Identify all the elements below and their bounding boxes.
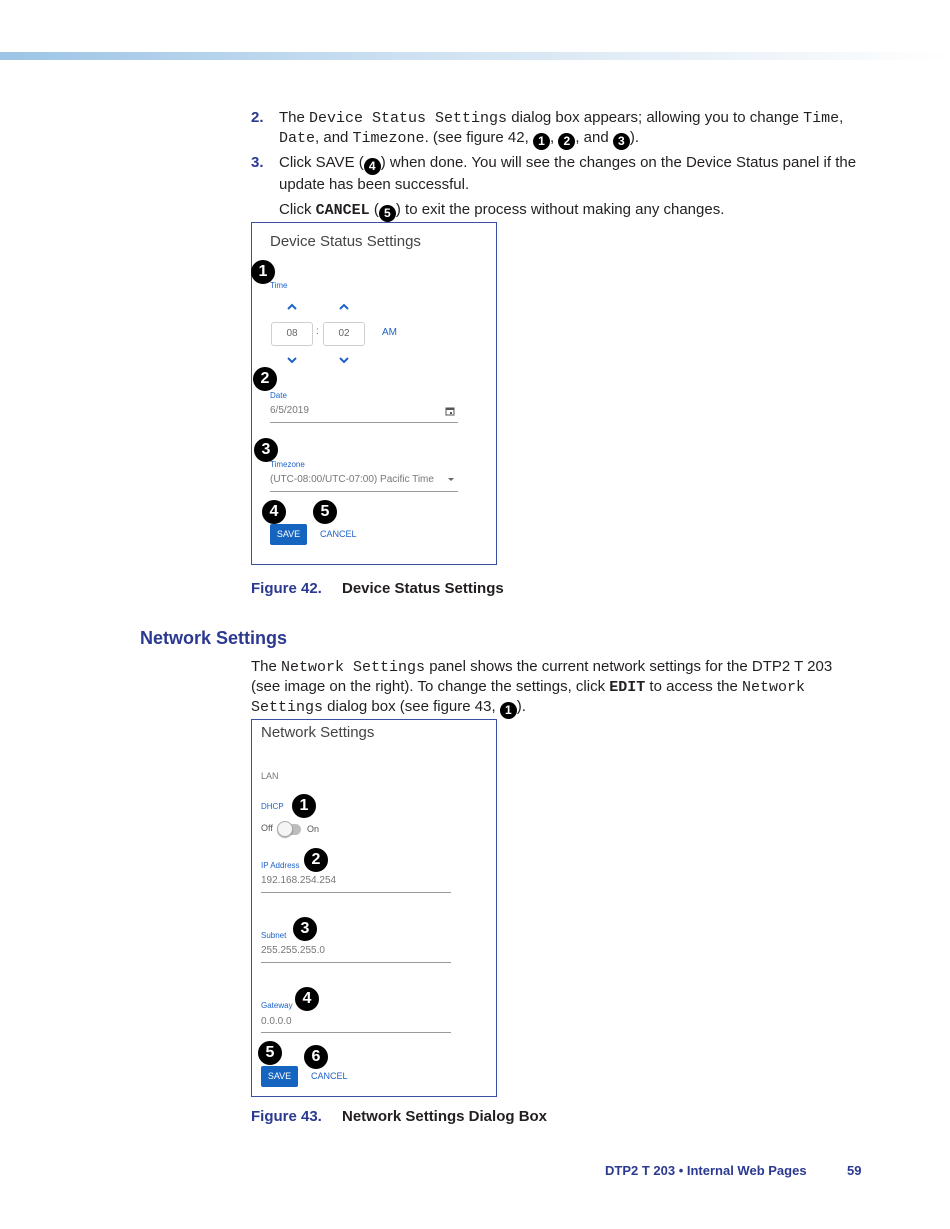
header-gradient-bar: [0, 52, 950, 60]
gateway-field[interactable]: 0.0.0.0: [261, 1016, 292, 1027]
text: ,: [839, 109, 844, 126]
callout-6: 6: [304, 1045, 328, 1069]
text: The: [251, 658, 282, 675]
text: The: [279, 109, 310, 126]
network-settings-dialog: [251, 719, 497, 1097]
ampm-toggle[interactable]: AM: [382, 327, 397, 338]
ip-address-field[interactable]: 192.168.254.254: [261, 875, 337, 886]
code-text: Date: [279, 130, 316, 147]
subnet-field[interactable]: 255.255.255.0: [261, 945, 325, 956]
lan-label: LAN: [261, 771, 279, 781]
text: to access the: [645, 678, 742, 695]
ip-underline: [261, 892, 451, 893]
figure-43-caption: [251, 1108, 548, 1125]
code-text: Time: [803, 110, 840, 127]
callout-1: 1: [533, 133, 550, 150]
step-3: [251, 153, 871, 219]
code-text: Device Status Settings: [309, 110, 508, 127]
footer-title: DTP2 T 203 • Internal Web Pages: [605, 1163, 807, 1178]
text: dialog box (see figure 43,: [323, 698, 500, 715]
page-number: 59: [847, 1163, 862, 1178]
text: , and: [315, 129, 353, 146]
time-separator: :: [316, 326, 319, 337]
chevron-up-icon[interactable]: [287, 303, 297, 311]
code-text: CANCEL: [315, 202, 370, 219]
text: dialog box appears; allowing you to change: [507, 109, 804, 126]
callout-5: 5: [379, 205, 396, 222]
callout-2: 2: [304, 848, 328, 872]
text: ) to exit the process without making any changes.: [395, 201, 725, 218]
callout-1: 1: [500, 702, 517, 719]
device-status-settings-dialog: [251, 222, 497, 565]
ip-address-label: IP Address: [261, 861, 300, 870]
text: . (see figure 42,: [424, 129, 533, 146]
text: ).: [516, 698, 526, 715]
section-heading: Network Settings: [140, 628, 288, 648]
dialog-title: Device Status Settings: [270, 233, 421, 250]
callout-5: 5: [258, 1041, 282, 1065]
gateway-label: Gateway: [261, 1001, 293, 1010]
callout-3: 3: [293, 917, 317, 941]
timezone-select[interactable]: (UTC-08:00/UTC-07:00) Pacific Time: [270, 474, 434, 485]
callout-4: 4: [364, 158, 381, 175]
cancel-button[interactable]: CANCEL: [320, 529, 357, 539]
callout-2: 2: [253, 367, 277, 391]
callout-5: 5: [313, 500, 337, 524]
network-paragraph: [251, 657, 861, 719]
figure-42-caption: [251, 580, 504, 597]
toggle-knob[interactable]: [277, 821, 293, 837]
chevron-down-icon[interactable]: [287, 356, 297, 364]
minute-input[interactable]: 02: [323, 322, 365, 346]
text: Click: [279, 201, 316, 218]
callout-3: 3: [613, 133, 630, 150]
code-text: Network Settings: [251, 679, 805, 716]
text: ).: [629, 129, 640, 146]
date-value[interactable]: 6/5/2019: [270, 405, 309, 416]
save-button[interactable]: SAVE: [261, 1066, 298, 1087]
code-text: Network Settings: [281, 659, 426, 676]
toggle-off-label: Off: [261, 823, 273, 833]
caption-title: Network Settings Dialog Box: [342, 1108, 548, 1125]
code-text: Timezone: [352, 130, 425, 147]
step-number: 3.: [251, 154, 264, 171]
text: Click SAVE (: [279, 154, 364, 171]
text: panel shows the current network settings for the DTP2 T 203 (see image on the right). To change the settings, click: [251, 658, 833, 695]
save-button[interactable]: SAVE: [270, 524, 307, 545]
text: , and: [575, 129, 613, 146]
caption-title: Device Status Settings: [342, 580, 504, 597]
step-text: [279, 108, 869, 150]
toggle-on-label: On: [307, 824, 320, 834]
dhcp-label: DHCP: [261, 802, 284, 811]
date-underline: [270, 422, 458, 423]
subnet-label: Subnet: [261, 931, 287, 940]
timezone-label: Timezone: [270, 460, 305, 469]
cancel-note: [279, 200, 869, 222]
hour-input[interactable]: 08: [271, 322, 313, 346]
callout-1: 1: [292, 794, 316, 818]
cancel-button[interactable]: CANCEL: [311, 1071, 348, 1081]
callout-2: 2: [558, 133, 575, 150]
text: (: [369, 201, 379, 218]
callout-4: 4: [295, 987, 319, 1011]
dialog-title: Network Settings: [261, 724, 375, 741]
step-number: 2.: [251, 109, 264, 126]
chevron-up-icon[interactable]: [339, 303, 349, 311]
gateway-underline: [261, 1032, 451, 1033]
date-label: Date: [270, 391, 287, 400]
timezone-underline: [270, 491, 458, 492]
callout-3: 3: [254, 438, 278, 462]
caption-number: Figure 42.: [251, 580, 322, 597]
caption-number: Figure 43.: [251, 1108, 322, 1125]
chevron-down-icon[interactable]: [339, 356, 349, 364]
text: ) when done. You will see the changes on the Device Status panel if the update has been successful.: [279, 154, 857, 193]
code-text: EDIT: [609, 679, 646, 696]
step-2: [251, 108, 871, 148]
step-text: [279, 153, 869, 222]
time-label: Time: [270, 281, 288, 290]
subnet-underline: [261, 962, 451, 963]
callout-4: 4: [262, 500, 286, 524]
callout-1: 1: [251, 260, 275, 284]
text: ,: [549, 129, 559, 146]
dropdown-arrow-icon[interactable]: [447, 477, 455, 483]
calendar-icon[interactable]: [445, 406, 455, 416]
